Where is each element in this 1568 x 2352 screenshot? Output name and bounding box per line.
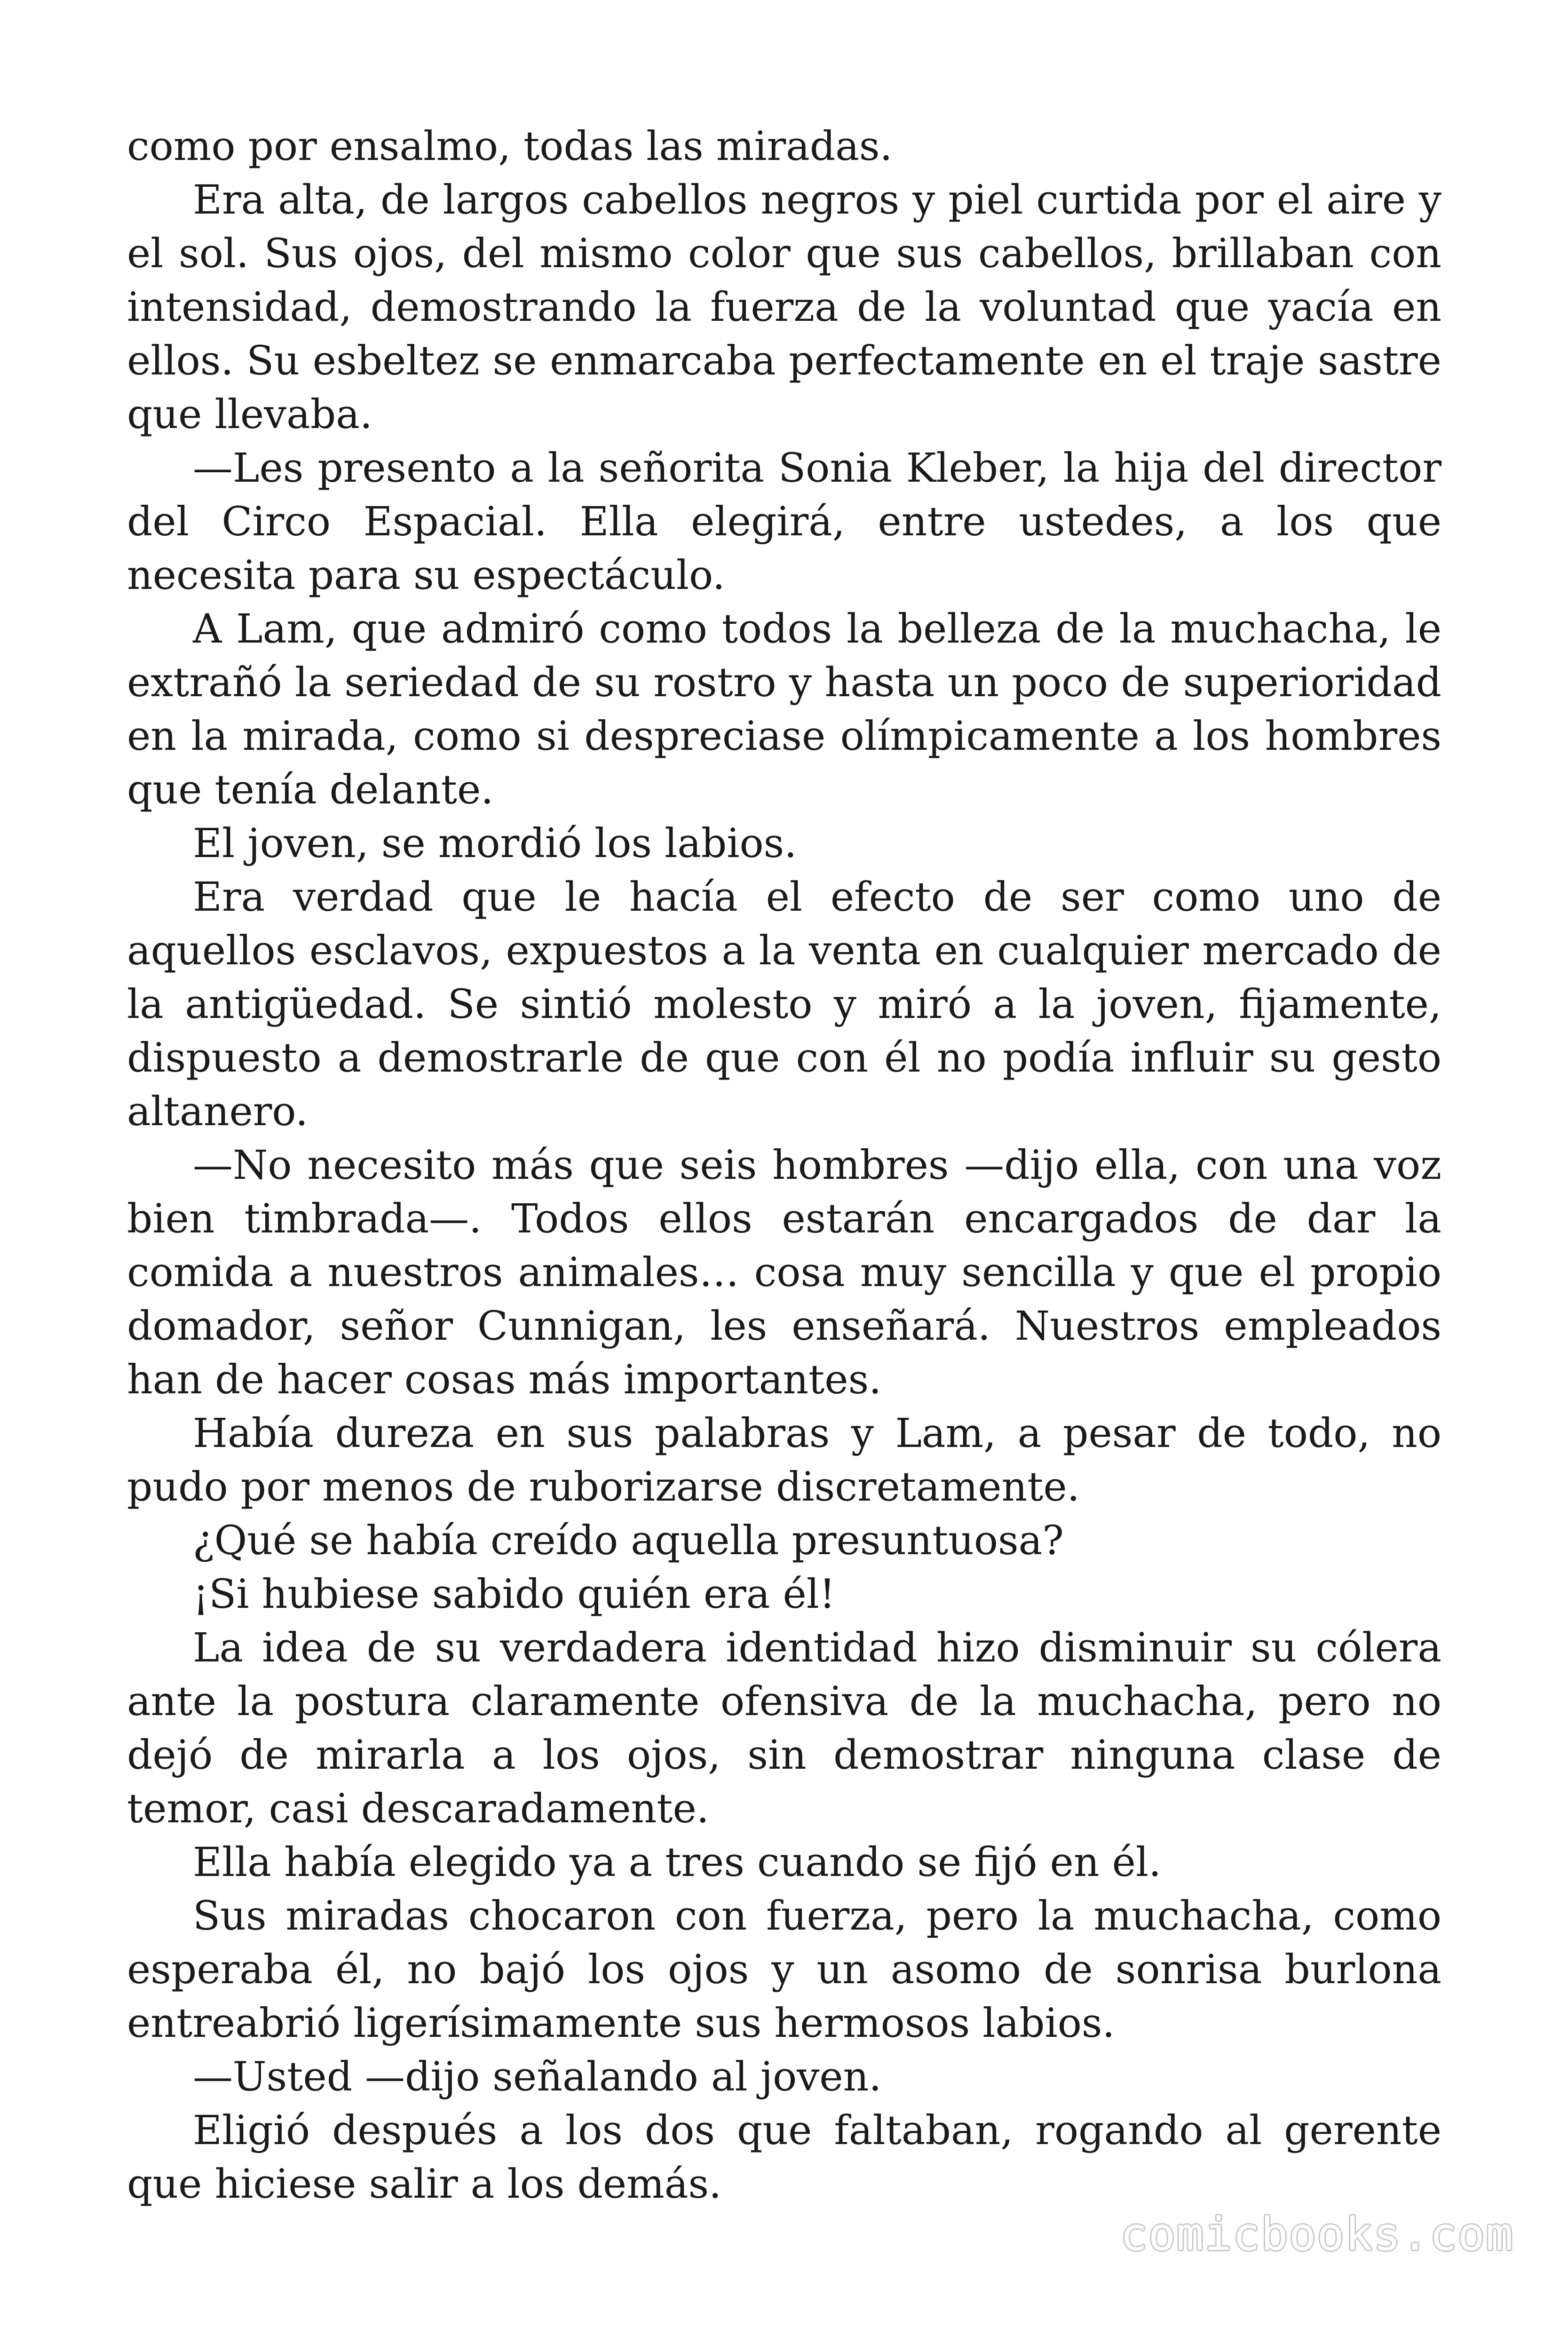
paragraph: —Les presento a la señorita Sonia Kleber, la hija del director del Circo Espacial. Ella elegirá, entre ustedes, a los que necesita para su espectáculo. bbox=[127, 445, 1441, 599]
paragraph: —Usted —dijo señalando al joven. bbox=[193, 2054, 882, 2100]
paragraph: Había dureza en sus palabras y Lam, a pesar de todo, no pudo por menos de ruborizarse discretamente. bbox=[127, 1410, 1441, 1510]
paragraph: ¡Si hubiese sabido quién era él! bbox=[193, 1571, 836, 1618]
paragraph: Era verdad que le hacía el efecto de ser como uno de aquellos esclavos, expuestos a la venta en cualquier mercado de la antigüedad. Se sintió molesto y miró a la joven, fijamente, dispuesto a demostrarle de que con él no podía influir su gesto altanero. bbox=[127, 874, 1441, 1135]
paragraph: Sus miradas chocaron con fuerza, pero la muchacha, como esperaba él, no bajó los ojos y un asomo de sonrisa burlona entreabrió ligerísimamente sus hermosos labios. bbox=[127, 1893, 1441, 2047]
paragraph: A Lam, que admiró como todos la belleza de la muchacha, le extrañó la seriedad de su rostro y hasta un poco de superioridad en la mirada, como si despreciase olímpicamente a los hombres que tenía delante. bbox=[127, 606, 1441, 813]
paragraph: Ella había elegido ya a tres cuando se fijó en él. bbox=[193, 1839, 1162, 1886]
book-page-text bbox=[127, 120, 1441, 2211]
paragraph: El joven, se mordió los labios. bbox=[193, 820, 797, 867]
paragraph: ¿Qué se había creído aquella presuntuosa? bbox=[193, 1518, 1064, 1564]
watermark: comicbooks.com bbox=[1120, 2208, 1514, 2261]
paragraph: Eligió después a los dos que faltaban, rogando al gerente que hiciese salir a los demás. bbox=[127, 2107, 1441, 2208]
paragraph-continuation: como por ensalmo, todas las miradas. bbox=[127, 123, 893, 170]
paragraph: Era alta, de largos cabellos negros y piel curtida por el aire y el sol. Sus ojos, del mismo color que sus cabellos, brillaban con intensidad, demostrando la fuerza de la voluntad que yacía en ellos. Su esbeltez se enmarcaba perfectamente en el traje sastre que llevaba. bbox=[127, 177, 1441, 438]
paragraph: La idea de su verdadera identidad hizo disminuir su cólera ante la postura claramente ofensiva de la muchacha, pero no dejó de mirarla a los ojos, sin demostrar ninguna clase de temor, casi descaradamente. bbox=[127, 1625, 1441, 1832]
paragraph: —No necesito más que seis hombres —dijo ella, con una voz bien timbrada—. Todos ellos estarán encargados de dar la comida a nuestros animales… cosa muy sencilla y que el propio domador, señor Cunnigan, les enseñará. Nuestros empleados han de hacer cosas más importantes. bbox=[127, 1142, 1441, 1403]
